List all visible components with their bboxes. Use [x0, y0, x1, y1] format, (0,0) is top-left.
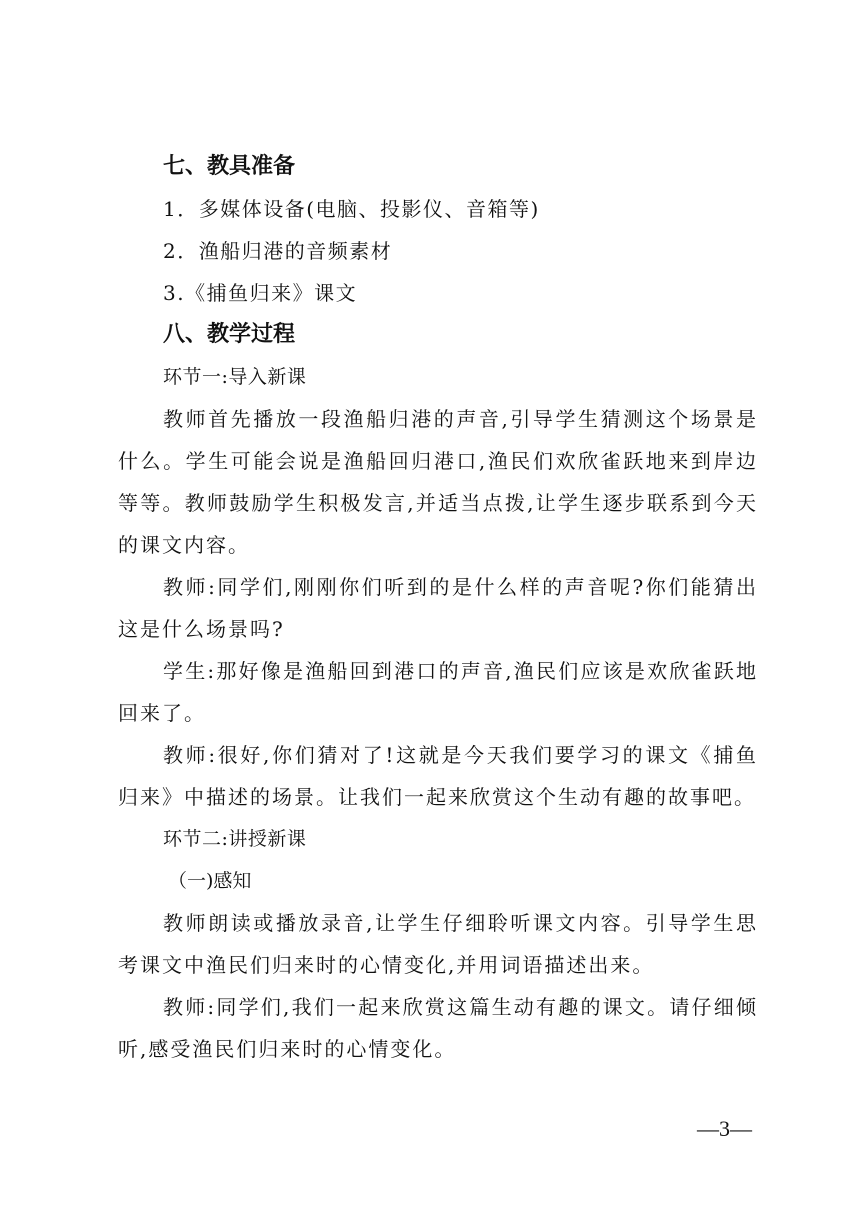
- section-heading-eight: 八、教学过程: [163, 322, 296, 347]
- part2-sub-label: （一)感知: [168, 870, 252, 892]
- dialog-teacher-3: 教师:同学们,我们一起来欣赏这篇生动有趣的课文。请仔细倾听,感受渔民们归来时的心情变化。: [118, 995, 758, 1061]
- page-number: —3—: [697, 1116, 752, 1141]
- part1-label: 环节一:导入新课: [163, 366, 307, 388]
- part2-label: 环节二:讲授新课: [163, 828, 307, 850]
- dialog-teacher-1: 教师:同学们,刚刚你们听到的是什么样的声音呢?你们能猜出这是什么场景吗?: [118, 575, 758, 641]
- part2-paragraph: 教师朗读或播放录音,让学生仔细聆听课文内容。引导学生思考课文中渔民们归来时的心情变化,并用词语描述出来。: [118, 911, 758, 977]
- part1-paragraph: 教师首先播放一段渔船归港的声音,引导学生猜测这个场景是什么。学生可能会说是渔船回归港口,渔民们欢欣雀跃地来到岸边等等。教师鼓励学生积极发言,并适当点拨,让学生逐步联系到今天的课文内容。: [118, 407, 758, 557]
- dialog-teacher-2: 教师:很好,你们猜对了!这就是今天我们要学习的课文《捕鱼归来》中描述的场景。让我们一起来欣赏这个生动有趣的故事吧。: [118, 743, 758, 809]
- list-item-2: 2．渔船归港的音频素材: [163, 239, 393, 263]
- dialog-student-1: 学生:那好像是渔船回到港口的声音,渔民们应该是欢欣雀跃地回来了。: [118, 659, 758, 725]
- list-item-1: 1．多媒体设备(电脑、投影仪、音箱等): [163, 197, 540, 221]
- document-page: [118, 146, 758, 1070]
- section-heading-seven: 七、教具准备: [163, 154, 296, 179]
- list-item-3: 3.《捕鱼归来》课文: [163, 281, 358, 305]
